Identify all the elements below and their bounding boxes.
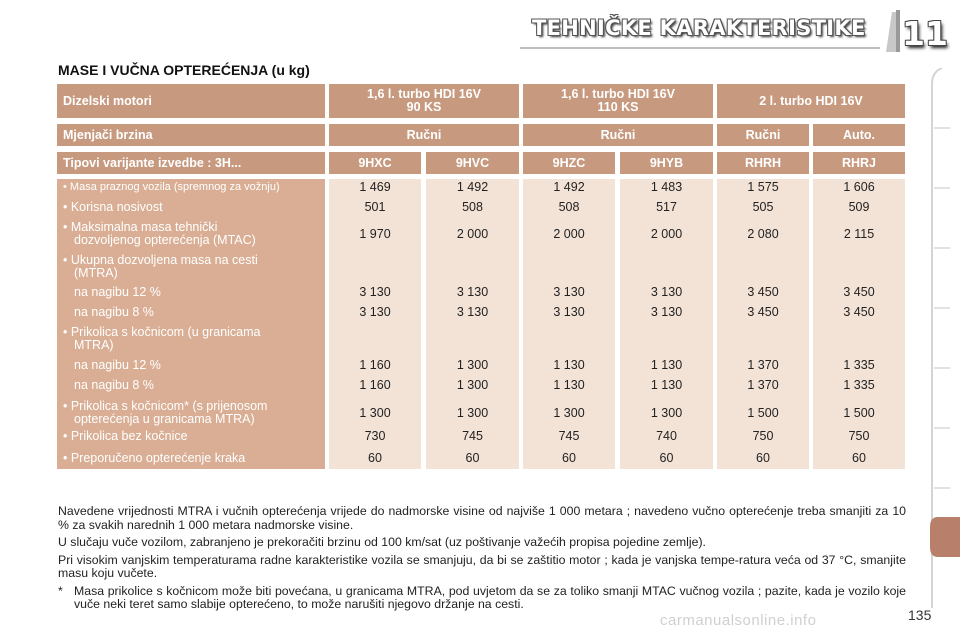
value-cell: 1 492: [456, 180, 489, 194]
row-label: [63, 201, 325, 214]
value-cell: 1 160: [359, 358, 391, 372]
value-cell: 3 450: [747, 305, 779, 319]
value-cell: 60: [368, 451, 382, 465]
row-label: [63, 326, 325, 352]
value-cell: 3 450: [843, 285, 875, 299]
gearbox-label-cell: [57, 124, 325, 146]
row-label: [63, 221, 325, 247]
gearbox-cell-1: Ručni: [329, 124, 519, 146]
notes: [58, 505, 906, 612]
value-cell: 60: [756, 451, 770, 465]
value-cell: 1 300: [650, 406, 683, 420]
variant-cell-5: RHRH: [717, 152, 809, 174]
value-column-bg-3: [523, 179, 615, 469]
row-label-line2: opterećenja u granicama MTRA): [74, 412, 255, 426]
value-cell: 3 450: [843, 305, 875, 319]
value-cell: 2 000: [650, 227, 683, 241]
row-label-line1: • Ukupna dozvoljena masa na cesti: [63, 253, 258, 267]
value-cell: 505: [752, 200, 774, 214]
row-label-line1: • Masa praznog vozila (spremnog za vožnju): [63, 181, 280, 193]
value-cell: 1 483: [650, 180, 683, 194]
value-column-bg-2: [426, 179, 519, 469]
value-cell: 1 970: [359, 227, 391, 241]
value-cell: 740: [656, 429, 677, 443]
value-cell: 3 130: [359, 305, 391, 319]
value-cell: 1 500: [747, 406, 779, 420]
row-label: [63, 430, 325, 443]
value-cell: 1 300: [553, 406, 585, 420]
note-high-temperature: Pri visokim vanjskim temperaturama radne karakteristike vozila se smanjuju, da bi se zaštitio motor ; kada je vanjska tempe-ratura veća od 37 °C, smanjite masu koju vučete.: [58, 552, 906, 580]
variant-cell-4: 9HYB: [620, 152, 713, 174]
value-cell: 745: [462, 429, 483, 443]
engine-header-2: [523, 84, 713, 118]
gearbox-cell-2: Ručni: [523, 124, 713, 146]
value-cell: 750: [752, 429, 774, 443]
variant-cell-3: 9HZC: [523, 152, 615, 174]
value-cell: 730: [364, 429, 386, 443]
row-label-line1: na nagibu 8 %: [74, 305, 154, 319]
value-cell: 508: [462, 200, 483, 214]
value-cell: 1 606: [843, 180, 875, 194]
engine-header-3: [717, 84, 905, 118]
value-cell: 1 500: [843, 406, 875, 420]
engine-1-line2: 90 KS: [406, 100, 442, 114]
value-cell: 3 130: [456, 285, 489, 299]
variant-cell-6: RHRJ: [813, 152, 905, 174]
engine-2-line1: 1,6 l. turbo HDI 16V: [561, 87, 675, 101]
value-cell: 1 300: [456, 358, 489, 372]
header-title: TEHNIČKE KARAKTERISTIKE: [532, 16, 866, 40]
value-cell: 750: [848, 429, 870, 443]
value-cell: 1 370: [747, 378, 779, 392]
value-cell: 1 300: [456, 406, 489, 420]
value-cell: 501: [364, 200, 386, 214]
row-label-line2: (MTRA): [74, 266, 118, 280]
gearbox-cell-4: Auto.: [813, 124, 905, 146]
value-cell: 2 000: [456, 227, 489, 241]
chapter-number: 11: [902, 14, 948, 53]
row-label: [63, 181, 325, 194]
watermark: carmanualsonline.info: [660, 612, 817, 629]
value-cell: 1 492: [553, 180, 585, 194]
value-cell: 1 370: [747, 358, 779, 372]
row-label: [63, 400, 325, 426]
value-cell: 1 300: [359, 406, 391, 420]
chapter-side-tab[interactable]: [928, 517, 960, 557]
variant-cell-2: 9HVC: [426, 152, 519, 174]
engine-label-cell: [57, 84, 325, 118]
value-cell: 3 450: [747, 285, 779, 299]
value-cell: 1 160: [359, 378, 391, 392]
note-mtra-altitude: Navedene vrijednosti MTRA i vučnih opterećenja vrijede do nadmorske visine od najviše 1 000 metara ; navedeno vučno opterećenje treba smanjiti za 10 % za svakih narednih 1 000 metara nadmorske visine.: [58, 504, 906, 532]
gearbox-cell-3: Ručni: [717, 124, 809, 146]
row-label-line1: • Preporučeno opterećenje kraka: [63, 451, 246, 465]
page-number: 135: [908, 607, 932, 623]
variant-cell-1: 9HXC: [329, 152, 421, 174]
row-label-line1: • Maksimalna masa tehnički: [63, 220, 218, 234]
row-label: [63, 359, 325, 372]
value-cell: 1 335: [843, 358, 875, 372]
value-cell: 1 469: [359, 180, 391, 194]
value-cell: 1 300: [456, 378, 489, 392]
row-label: [63, 306, 325, 319]
value-cell: 509: [848, 200, 870, 214]
row-label-line1: • Prikolica bez kočnice: [63, 429, 188, 443]
value-cell: 60: [659, 451, 674, 465]
value-column-bg-4: [620, 179, 713, 469]
value-cell: 3 130: [553, 305, 585, 319]
variant-label: Tipovi varijante izvedbe : 3H...: [63, 155, 242, 170]
value-cell: 1 130: [650, 358, 683, 372]
engine-2-line2: 110 KS: [597, 100, 639, 114]
value-cell: 1 335: [843, 378, 875, 392]
engine-header-1: [329, 84, 519, 118]
row-label: [63, 286, 325, 299]
value-column-bg-6: [813, 179, 905, 469]
value-cell: 3 130: [359, 285, 391, 299]
variant-label-cell: [57, 152, 325, 174]
value-cell: 60: [562, 451, 576, 465]
engine-label: Dizelski motori: [63, 93, 152, 108]
row-label: [63, 254, 325, 280]
value-cell: 1 130: [553, 358, 585, 372]
value-cell: 2 115: [843, 227, 875, 241]
note-towing-speed: U slučaju vuče vozilom, zabranjeno je prekoračiti brzinu od 100 km/sat (uz poštivanje važećih propisa pojedine zemlje).: [58, 535, 706, 549]
value-column-bg-5: [717, 179, 809, 469]
value-cell: 1 575: [747, 180, 779, 194]
value-cell: 3 130: [553, 285, 585, 299]
value-cell: 1 130: [553, 378, 585, 392]
value-cell: 60: [852, 451, 866, 465]
value-cell: 508: [558, 200, 580, 214]
value-cell: 2 080: [747, 227, 779, 241]
row-label-line1: na nagibu 12 %: [74, 358, 161, 372]
footnote: [58, 585, 906, 612]
gearbox-label: Mjenjači brzina: [63, 127, 153, 142]
value-cell: 3 130: [650, 305, 683, 319]
value-column-bg-1: [329, 179, 421, 469]
value-cell: 517: [656, 200, 677, 214]
row-label-line1: • Korisna nosivost: [63, 200, 163, 214]
row-label-line2: dozvoljenog opterećenja (MTAC): [74, 233, 256, 247]
row-label-line1: • Prikolica s kočnicom (u granicama: [63, 325, 261, 339]
value-cell: 3 130: [650, 285, 683, 299]
value-cell: 3 130: [456, 305, 489, 319]
footnote-mark: *: [58, 583, 63, 598]
row-label-line1: na nagibu 8 %: [74, 378, 154, 392]
engine-1-line1: 1,6 l. turbo HDI 16V: [367, 87, 481, 101]
value-cell: 1 130: [650, 378, 683, 392]
section-title: MASE I VUČNA OPTEREĆENJA (u kg): [58, 62, 310, 78]
value-cell: 60: [465, 451, 480, 465]
row-label-line1: na nagibu 12 %: [74, 285, 161, 299]
row-label: [63, 452, 325, 465]
engine-3-line1: 2 l. turbo HDI 16V: [759, 93, 863, 108]
row-label-line2: MTRA): [74, 338, 114, 352]
row-label-line1: • Prikolica s kočnicom* (s prijenosom: [63, 399, 268, 413]
value-cell: 745: [558, 429, 580, 443]
value-cell: 2 000: [553, 227, 585, 241]
row-label: [63, 379, 325, 392]
footnote-text: Masa prikolice s kočnicom može biti povećana, u granicama MTRA, pod uvjetom da se za toliko smanji MTAC vučnog vozila ; pazite, kada je vozilo koje vuče neki teret samo slabije opterećeno, to može narušiti njegovo držanje na cesti.: [74, 583, 906, 611]
